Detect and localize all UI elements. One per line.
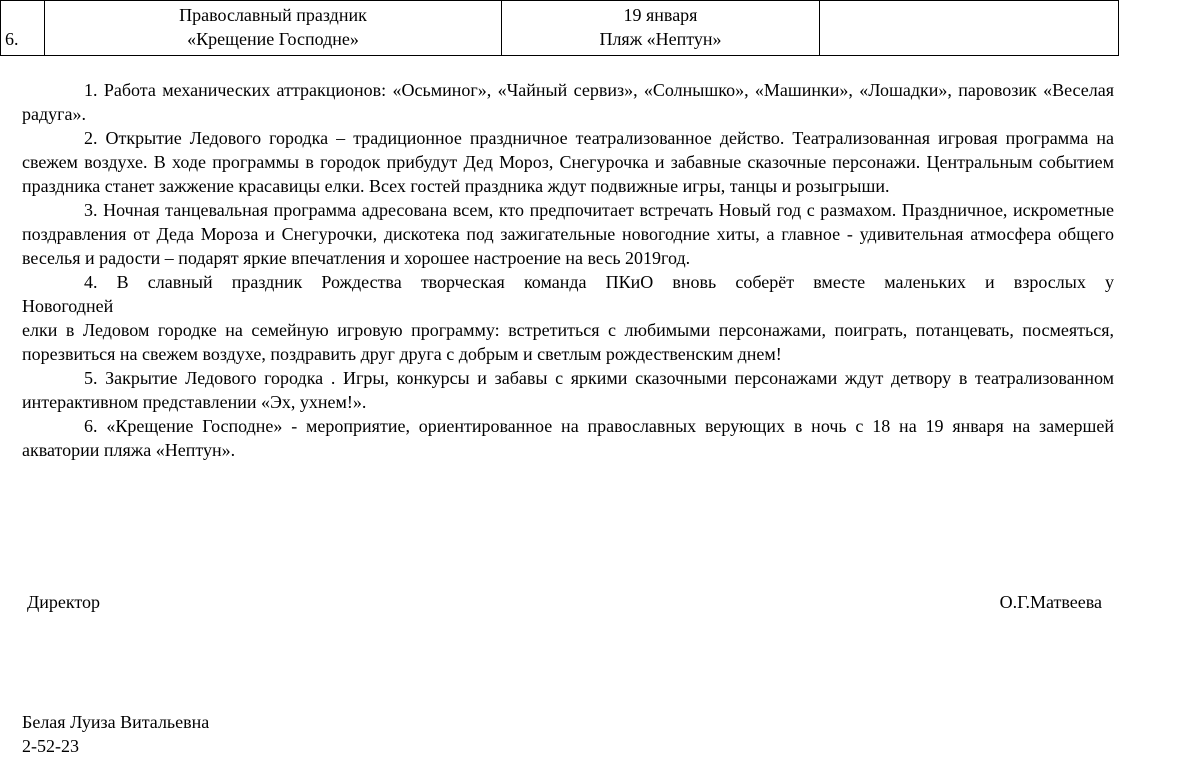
contact-block (22, 710, 209, 758)
paragraph-4-head: 4. В славный праздник Рождества творческая команда ПКиО вновь соберёт вместе маленьких и взрослых у (84, 272, 1114, 292)
paragraph-5: 5. Закрытие Ледового городка . Игры, конкурсы и забавы с яркими сказочными персонажами ждут детвору в театрализованном интерактивном представлении «Эх, ухнем!». (22, 368, 1114, 412)
event-date-place-cell (502, 1, 820, 56)
event-name-line2: «Крещение Господне» (187, 29, 359, 49)
paragraph-4-rest: елки в Ледовом городке на семейную игровую программу: встретиться с любимыми персонажами, поиграть, потанцевать, посмеяться, порезвиться на свежем воздухе, поздравить друг друга с добрым и светлым рождественским днем! (22, 320, 1114, 364)
event-descriptions (22, 78, 1114, 462)
signature-role: Директор (27, 592, 101, 612)
event-extra-cell (820, 1, 1119, 56)
event-place: Пляж «Нептун» (599, 29, 722, 49)
paragraph-3: 3. Ночная танцевальная программа адресована всем, кто предпочитает встречать Новый год с размахом. Праздничное, искрометные поздравления от Деда Мороза и Снегурочки, дискотека под зажигательные новогодние хиты, а главное - удивительная атмосфера общего веселья и радости – подарят яркие впечатления и хорошее настроение на весь 2019год. (22, 200, 1114, 268)
contact-phone: 2-52-23 (22, 736, 79, 756)
table-row (1, 1, 1119, 56)
paragraph-1: 1. Работа механических аттракционов: «Осьминог», «Чайный сервиз», «Солнышко», «Машинки», «Лошадки», паровозик «Веселая радуга». (22, 80, 1114, 124)
event-name-cell (45, 1, 502, 56)
paragraph-4 (22, 270, 1114, 366)
row-number: 6. (5, 29, 19, 49)
events-table (0, 0, 1119, 56)
contact-name: Белая Луиза Витальевна (22, 712, 210, 732)
event-date: 19 января (623, 5, 698, 25)
row-number-cell (1, 1, 45, 56)
signature-name: О.Г.Матвеева (999, 592, 1102, 612)
event-name-line1: Православный праздник (179, 5, 367, 25)
paragraph-6: 6. «Крещение Господне» - мероприятие, ориентированное на православных верующих в ночь с 18 на 19 января на замершей акватории пляжа «Нептун». (22, 416, 1114, 460)
paragraph-2: 2. Открытие Ледового городка – традиционное праздничное театрализованное действо. Театрализованная игровая программа на свежем воздухе. В ходе программы в городок прибудут Дед Мороз, Снегурочка и забавные сказочные персонажи. Центральным событием праздника станет зажжение красавицы елки. Всех гостей праздника ждут подвижные игры, танцы и розыгрыши. (22, 128, 1114, 196)
paragraph-4-break: Новогодней (22, 296, 114, 316)
